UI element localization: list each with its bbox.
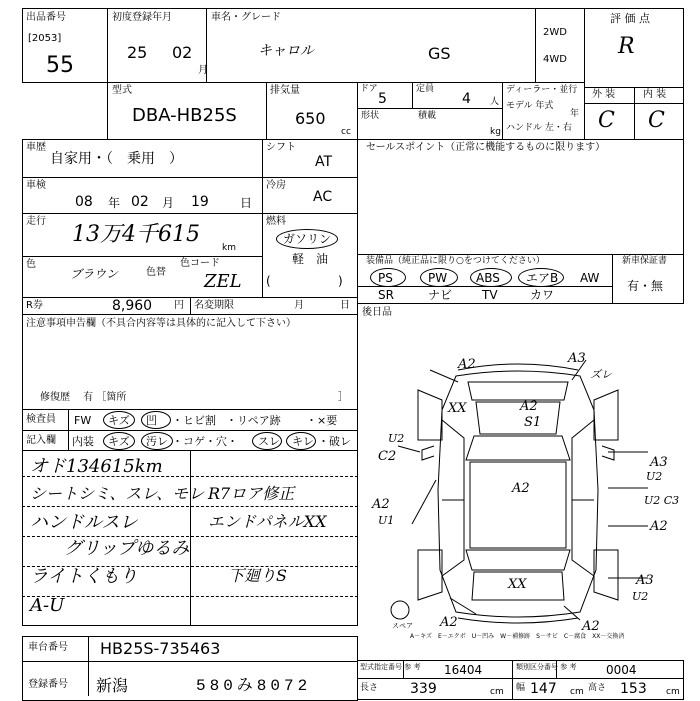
yen-unit: 円 <box>174 300 184 311</box>
car-diagram <box>358 330 684 654</box>
equip-airbag: エアB <box>526 271 559 285</box>
mark-zure: ズレ <box>590 368 612 381</box>
note-under: 下廻りS <box>228 566 287 585</box>
declaration-label: 注意事項申告欄（不具合内容等は具体的に記入して下さい） <box>26 318 296 329</box>
row2-tear: キレ <box>292 435 314 448</box>
spec-no: 16404 <box>444 663 483 677</box>
length-label: 長さ <box>360 683 379 693</box>
mark-a3-rear-right: A3 <box>636 573 654 588</box>
shift-label: シフト <box>266 142 296 153</box>
km-unit: km <box>222 243 236 253</box>
sales-point-label: セールスポイント（正常に機能するものに限ります） <box>366 142 606 153</box>
color-code-label: 色コード <box>180 258 220 269</box>
lot-number: 55 <box>46 53 74 78</box>
inspection-day: 19 <box>191 194 209 210</box>
row1-scratch: キズ <box>108 414 130 427</box>
mark-s1: S1 <box>524 415 542 430</box>
note-end-panel: エンドパネルXX <box>208 512 327 531</box>
drive-2wd: 2WD <box>543 27 567 38</box>
warranty-value: 有・無 <box>627 279 664 293</box>
note-handle: ハンドルスレ <box>30 512 138 533</box>
model: DBA-HB25S <box>132 105 237 126</box>
interior-label: 内 装 <box>643 89 667 100</box>
mark-u2-rear-right: U2 <box>632 590 649 603</box>
capacity-label: 定員 <box>416 84 435 94</box>
repair-label: 修復歴 有 ［箇所 <box>40 392 127 403</box>
mark-a2-rear-left: A2 <box>440 615 458 630</box>
displacement: 650 <box>295 109 326 128</box>
ac: AC <box>313 189 333 205</box>
length: 339 <box>410 681 437 697</box>
recycle-fee: 8,960 <box>112 298 153 314</box>
dealer-label: ディーラー・並行 <box>506 85 578 95</box>
width-unit: cm <box>570 687 584 697</box>
mark-u2-left: U2 <box>388 432 405 445</box>
note-au: A-U <box>30 595 65 616</box>
reg-number: 580み8072 <box>196 677 312 695</box>
mark-a2-roof: A2 <box>512 481 530 496</box>
load-label: 積載 <box>418 111 437 121</box>
equip-leather: カワ <box>530 288 555 302</box>
row1-crack: ・ヒビ割 <box>172 414 216 427</box>
note-grip: グリップゆるみ <box>64 538 190 559</box>
note-light: ライトくもり <box>30 566 138 587</box>
usage-type: 自家用・（ 乗用 ） <box>50 151 183 167</box>
entry-label: 記入欄 <box>26 435 56 446</box>
row2-wear: スレ <box>258 435 280 448</box>
displacement-label: 排気量 <box>270 85 300 96</box>
color: ブラウン <box>70 267 119 281</box>
model-year-label: モデル 年式 <box>506 101 554 111</box>
exterior-label: 外 装 <box>592 89 616 100</box>
handle-label: ハンドル 左・右 <box>506 123 572 133</box>
mark-a2-left: A2 <box>372 497 390 512</box>
kg-unit: kg <box>490 127 501 137</box>
class-no: 0004 <box>606 663 637 677</box>
repair-close: ］ <box>338 392 348 403</box>
row2-interior: 内装 <box>72 435 94 448</box>
mark-c2-left: C2 <box>378 449 397 464</box>
chassis-label: 車台番号 <box>28 642 68 653</box>
length-unit: cm <box>490 687 504 697</box>
reg-label: 登録番号 <box>28 679 68 690</box>
inspection-year-unit: 年 <box>108 196 121 210</box>
warranty-label: 新車保証書 <box>622 256 668 266</box>
mark-a2-top-left: A2 <box>458 357 476 372</box>
shape-label: 形状 <box>361 111 380 121</box>
reg-area: 新潟 <box>96 676 129 695</box>
doors-label: ドア <box>360 84 378 94</box>
doors: 5 <box>378 91 387 107</box>
height-unit: cm <box>666 687 680 697</box>
first-reg-month: 02 <box>172 43 193 62</box>
cc-unit: cc <box>341 127 351 137</box>
after-items-label: 後日品 <box>362 307 392 318</box>
mark-xx-front: XX <box>448 401 467 416</box>
equipment-label: 装備品（純正品に限り○をつけてください） <box>366 256 545 266</box>
inspection-month: 02 <box>131 194 149 210</box>
fuel-gas: ガソリン <box>283 232 332 246</box>
lot-label: 出品番号 <box>26 12 66 23</box>
inspection-day-unit: 日 <box>240 196 253 210</box>
mark-xx-rear: XX <box>508 577 527 592</box>
fuel-label: 燃料 <box>266 216 286 227</box>
equip-abs: ABS <box>476 271 500 285</box>
equip-tv: TV <box>482 288 498 302</box>
inspector-label: 検査員 <box>26 414 56 425</box>
capacity: 4 <box>462 91 471 107</box>
height-label: 高さ <box>588 683 607 693</box>
score-value: R <box>618 34 635 59</box>
mark-a3-right: A3 <box>650 455 668 470</box>
inspection-label: 車検 <box>26 180 46 191</box>
width-label: 幅 <box>516 683 526 693</box>
person-unit: 人 <box>490 97 500 107</box>
inspection-month-unit: 月 <box>162 196 175 210</box>
row1-repair: ・リペア跡 <box>226 414 281 427</box>
mileage: 13万4千615 <box>72 222 200 247</box>
month-unit: 月 <box>198 65 208 76</box>
note-rear-lower: R7ロア修正 <box>208 484 295 503</box>
inspection-year: 08 <box>75 194 93 210</box>
usage-type-label: 車歴 <box>26 142 46 153</box>
class-no-label: 類別区分番号 参 考 <box>516 663 577 671</box>
row2-scratch: キズ <box>108 435 130 448</box>
color-label: 色 <box>26 259 36 270</box>
row1-needs: ・×要 <box>306 414 338 427</box>
sales-point-box <box>357 139 684 255</box>
damage-legend: A－キズ E－エクボ U－凹み W－補修跡 S－サビ C－腐食 XX－交換済 <box>410 633 625 640</box>
title-day: 日 <box>340 300 350 311</box>
equip-aw: AW <box>580 271 600 285</box>
mark-a2-hood: A2 <box>520 399 538 414</box>
height: 153 <box>620 681 647 697</box>
equip-navi: ナビ <box>428 288 453 302</box>
year-unit: 年 <box>570 109 580 119</box>
drive-4wd: 4WD <box>543 54 567 65</box>
score-label: 評 価 点 <box>610 12 650 25</box>
mark-a2-rear-center: A2 <box>582 619 600 634</box>
equip-sr: SR <box>378 288 394 302</box>
width: 147 <box>530 681 557 697</box>
ac-label: 冷房 <box>266 180 286 191</box>
fuel-diesel: 軽 油 <box>292 252 329 266</box>
row1-dent: 凹 <box>146 414 157 427</box>
first-reg-label: 初度登録年月 <box>112 12 172 23</box>
mark-u2-c3: U2 C3 <box>644 494 680 507</box>
equip-ps: PS <box>378 271 393 285</box>
shift: AT <box>315 154 333 170</box>
color-code: ZEL <box>204 271 242 292</box>
spec-no-label: 型式指定番号 参 考 <box>360 663 421 671</box>
drive-box <box>535 8 585 83</box>
chassis: HB25S-735463 <box>100 639 221 658</box>
first-reg-year: 25 <box>127 43 148 62</box>
row2-stain: 汚レ <box>146 435 168 448</box>
exterior-grade: C <box>598 108 615 133</box>
mark-u2-right: U2 <box>646 470 663 483</box>
row2-rip: ・破レ <box>318 435 351 448</box>
model-label: 型式 <box>112 85 132 96</box>
note-seat: シートシミ、スレ、モレ <box>30 484 205 503</box>
mark-u1-left: U1 <box>378 514 395 527</box>
color-change-label: 色替 <box>146 267 166 278</box>
recycle-label: R券 <box>26 300 43 311</box>
name-grade-label: 車名・グレード <box>211 12 281 23</box>
grade: GS <box>428 44 451 63</box>
row2-burn: ・コゲ・穴・ <box>172 435 238 448</box>
note-odo: オド134615km <box>30 456 163 477</box>
row1-fw: FW <box>74 414 92 427</box>
mark-a2-right: A2 <box>650 519 668 534</box>
mark-a3-top-right: A3 <box>568 351 586 366</box>
equip-pw: PW <box>428 271 448 285</box>
title-month: 月 <box>294 300 304 311</box>
car-name: キャロル <box>258 43 314 59</box>
title-deadline-label: 名変期限 <box>194 300 234 311</box>
interior-grade: C <box>648 108 665 133</box>
lot-sub: [2053] <box>28 33 62 44</box>
spare-label: スペア <box>392 622 413 630</box>
mileage-label: 走行 <box>26 216 46 227</box>
